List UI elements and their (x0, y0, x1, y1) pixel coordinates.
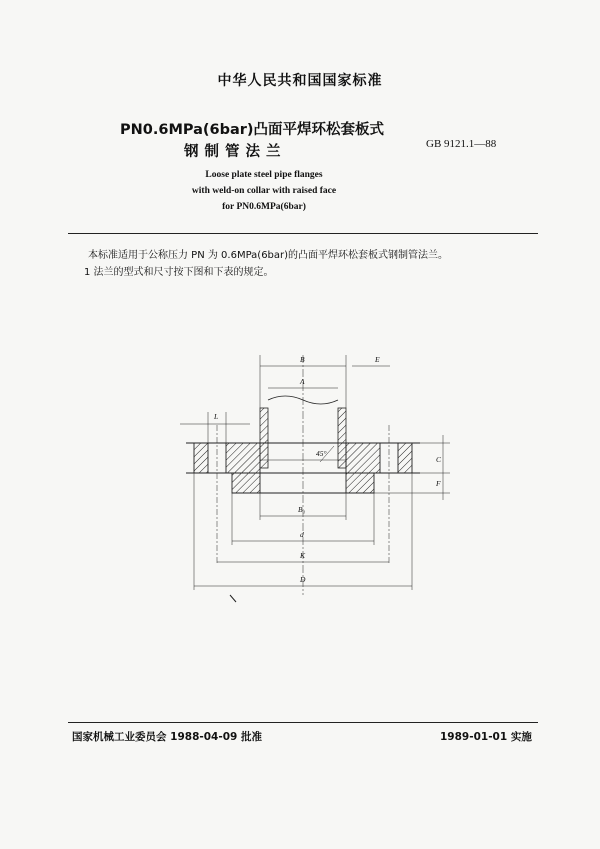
dim-label-big-d: D (300, 575, 306, 584)
angle-label: 45° (316, 449, 327, 458)
top-divider (68, 233, 538, 234)
pipe-wall-left (260, 408, 268, 468)
effective-date: 1989-01-01 实施 (440, 731, 532, 743)
scan-mark (230, 595, 236, 602)
dim-label-f: F (436, 479, 441, 488)
dim-label-e: E (375, 355, 380, 364)
scope-paragraph: 本标准适用于公称压力 PN 为 0.6MPa(6bar)的凸面平焊环松套板式钢制管法兰。 (88, 250, 449, 261)
national-standard-heading: 中华人民共和国国家标准 (217, 73, 383, 89)
issued-by: 国家机械工业委员会 1988-04-09 批准 (72, 731, 262, 743)
flange-cross-section-drawing (160, 338, 480, 608)
english-title-line-3: for PN0.6MPa(6bar) (222, 202, 306, 212)
english-title-line-1: Loose plate steel pipe flanges (205, 170, 323, 180)
title-line-2: 钢制管法兰 (184, 144, 287, 160)
bottom-divider (68, 722, 538, 723)
dim-label-a: A (300, 377, 305, 386)
dim-label-b1: B₁ (298, 505, 306, 514)
clause-1: 1 法兰的型式和尺寸按下图和下表的规定。 (84, 267, 274, 278)
standard-number: GB 9121.1—88 (426, 138, 497, 150)
dim-label-k: K (300, 551, 306, 560)
dim-label-c: C (436, 455, 442, 464)
pipe-wall-right (338, 408, 346, 468)
dim-label-b: B (300, 355, 305, 364)
dim-label-l: L (214, 412, 219, 421)
dim-label-d: d (300, 530, 304, 539)
english-title-line-2: with weld-on collar with raised face (191, 186, 337, 196)
title-line-1: PN0.6MPa(6bar)凸面平焊环松套板式 (120, 122, 385, 138)
